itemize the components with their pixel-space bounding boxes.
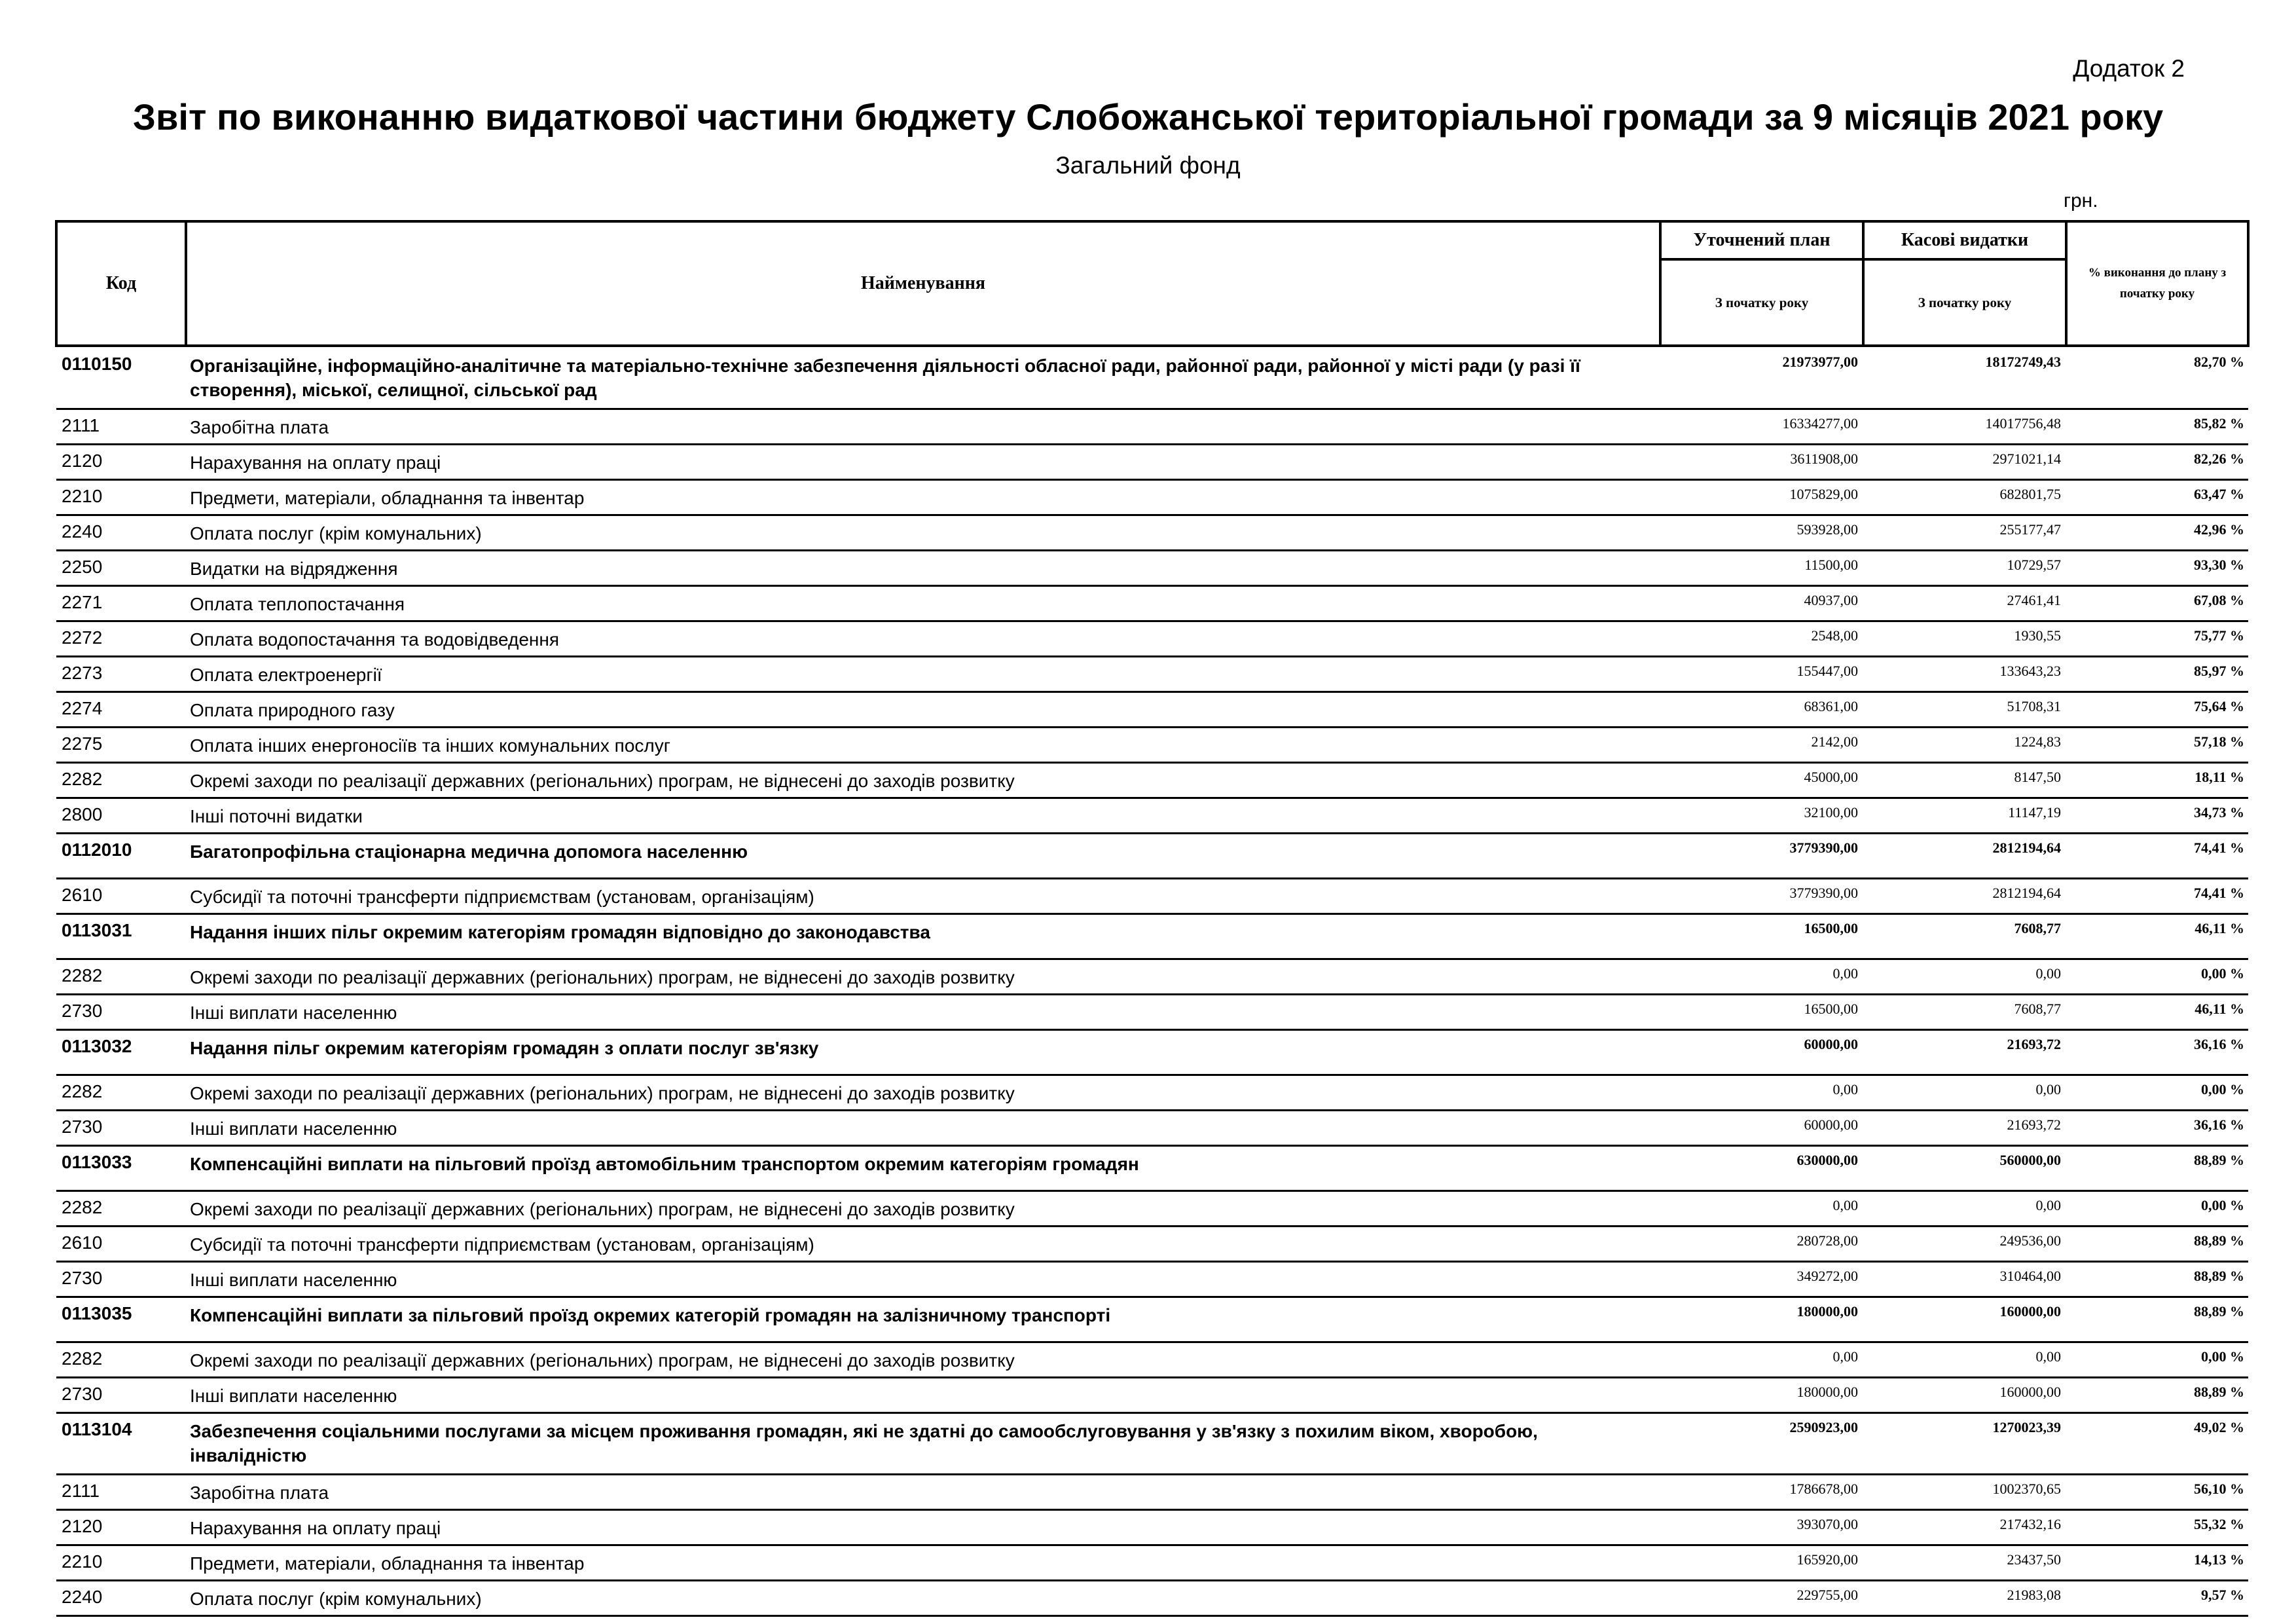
row-percent: 74,41 % [2066,834,2248,879]
col-subheader-plan: З початку року [1660,259,1863,346]
row-percent: 9,57 % [2066,1581,2248,1616]
row-plan: 2142,00 [1660,728,1863,763]
row-plan: 1786678,00 [1660,1475,1863,1510]
row-code: 2730 [56,1111,186,1146]
row-expenses: 2971021,14 [1863,445,2066,480]
row-plan: 60000,00 [1660,1030,1863,1075]
row-name: Оплата електроенергії [186,657,1660,692]
row-name: Заробітна плата [186,1475,1660,1510]
row-percent: 0,00 % [2066,1191,2248,1227]
table-row [56,1475,2248,1510]
row-plan: 280728,00 [1660,1227,1863,1262]
row-expenses: 2812194,64 [1863,834,2066,879]
row-code: 2240 [56,1581,186,1616]
row-expenses: 560000,00 [1863,1146,2066,1191]
row-name: Оплата інших енергоносіїв та інших комунальних послуг [186,728,1660,763]
row-code: 2610 [56,1227,186,1262]
table-row [56,1545,2248,1581]
row-expenses: 27461,41 [1863,586,2066,621]
row-name: Інші виплати населенню [186,1111,1660,1146]
row-expenses: 7608,77 [1863,995,2066,1030]
row-name: Окремі заходи по реалізації державних (регіональних) програм, не віднесені до заходів розвитку [186,1191,1660,1227]
row-plan: 16500,00 [1660,995,1863,1030]
row-percent: 56,10 % [2066,1475,2248,1510]
row-expenses: 0,00 [1863,1075,2066,1111]
row-code: 0113033 [56,1146,186,1191]
table-row-program [56,834,2248,879]
report-title: Звіт по виконанню видаткової частини бюджету Слобожанської територіальної громади за 9 місяців 2021 року [132,96,2164,138]
row-percent: 63,47 % [2066,480,2248,515]
row-plan: 2548,00 [1660,621,1863,657]
row-percent: 88,89 % [2066,1227,2248,1262]
row-plan: 68361,00 [1660,692,1863,728]
table-row [56,657,2248,692]
row-code: 2282 [56,1191,186,1227]
row-name: Інші виплати населенню [186,1262,1660,1297]
row-plan: 393070,00 [1660,1510,1863,1545]
row-expenses: 10729,57 [1863,551,2066,586]
row-expenses: 249536,00 [1863,1227,2066,1262]
row-name: Інші виплати населенню [186,1378,1660,1413]
table-row [56,798,2248,834]
col-header-plan: Уточнений план [1660,221,1863,259]
row-percent: 49,02 % [2066,1413,2248,1475]
row-expenses: 18172749,43 [1863,346,2066,409]
col-header-percent: % виконання до плану з початку року [2066,221,2248,346]
row-percent: 55,32 % [2066,1510,2248,1545]
table-row [56,409,2248,445]
table-row [56,1342,2248,1378]
row-name: Організаційне, інформаційно-аналітичне та матеріально-технічне забезпечення діяльності обласної ради, районної ради, районної у місті ради (у разі її створення), міської, селищної, сільської рад [186,346,1660,409]
row-expenses: 682801,75 [1863,480,2066,515]
fund-subtitle: Загальний фонд [1055,152,1241,179]
row-percent: 82,70 % [2066,346,2248,409]
row-percent: 36,16 % [2066,1030,2248,1075]
row-plan: 21973977,00 [1660,346,1863,409]
row-name: Багатопрофільна стаціонарна медична допомога населенню [186,834,1660,879]
row-code: 2730 [56,1378,186,1413]
table-row [56,1191,2248,1227]
row-code: 2240 [56,515,186,551]
row-expenses: 2812194,64 [1863,879,2066,914]
row-percent: 85,82 % [2066,409,2248,445]
row-expenses: 0,00 [1863,1342,2066,1378]
table-row [56,959,2248,995]
row-name: Забезпечення соціальними послугами за місцем проживання громадян, які не здатні до самообслуговування у зв'язку з похилим віком, хворобою, інвалідністю [186,1413,1660,1475]
row-expenses: 0,00 [1863,1191,2066,1227]
row-expenses: 217432,16 [1863,1510,2066,1545]
row-plan: 0,00 [1660,1075,1863,1111]
row-plan: 0,00 [1660,1191,1863,1227]
row-percent: 88,89 % [2066,1262,2248,1297]
row-percent: 67,08 % [2066,586,2248,621]
row-code: 2120 [56,445,186,480]
table-row-program [56,1030,2248,1075]
row-code: 2210 [56,1545,186,1581]
row-name: Видатки на відрядження [186,551,1660,586]
row-expenses: 21693,72 [1863,1030,2066,1075]
row-percent: 0,00 % [2066,959,2248,995]
row-plan: 229755,00 [1660,1581,1863,1616]
row-percent: 46,11 % [2066,995,2248,1030]
table-row [56,551,2248,586]
table-row [56,1581,2248,1616]
col-header-code: Код [56,221,186,346]
row-percent: 0,00 % [2066,1075,2248,1111]
row-percent: 74,41 % [2066,879,2248,914]
row-code: 2282 [56,1342,186,1378]
table-body [56,346,2248,1616]
row-name: Предмети, матеріали, обладнання та інвентар [186,1545,1660,1581]
row-code: 2272 [56,621,186,657]
row-code: 2120 [56,1510,186,1545]
table-row-program [56,1146,2248,1191]
row-code: 2730 [56,1262,186,1297]
row-expenses: 133643,23 [1863,657,2066,692]
row-plan: 3611908,00 [1660,445,1863,480]
row-code: 2282 [56,959,186,995]
row-plan: 16500,00 [1660,914,1863,959]
row-expenses: 160000,00 [1863,1297,2066,1342]
row-percent: 34,73 % [2066,798,2248,834]
row-percent: 14,13 % [2066,1545,2248,1581]
row-plan: 165920,00 [1660,1545,1863,1581]
row-expenses: 1224,83 [1863,728,2066,763]
row-name: Субсидії та поточні трансферти підприємствам (установам, організаціям) [186,1227,1660,1262]
row-percent: 36,16 % [2066,1111,2248,1146]
table-row [56,879,2248,914]
row-expenses: 255177,47 [1863,515,2066,551]
row-name: Нарахування на оплату праці [186,445,1660,480]
row-name: Оплата теплопостачання [186,586,1660,621]
row-name: Окремі заходи по реалізації державних (регіональних) програм, не віднесені до заходів розвитку [186,763,1660,798]
row-name: Окремі заходи по реалізації державних (регіональних) програм, не віднесені до заходів розвитку [186,1075,1660,1111]
expenditure-table [55,220,2250,1617]
row-plan: 11500,00 [1660,551,1863,586]
row-name: Оплата послуг (крім комунальних) [186,515,1660,551]
row-code: 2210 [56,480,186,515]
row-plan: 0,00 [1660,1342,1863,1378]
row-plan: 45000,00 [1660,763,1863,798]
row-expenses: 51708,31 [1863,692,2066,728]
table-row [56,621,2248,657]
row-percent: 82,26 % [2066,445,2248,480]
table-row [56,445,2248,480]
row-code: 2730 [56,995,186,1030]
row-name: Окремі заходи по реалізації державних (регіональних) програм, не віднесені до заходів розвитку [186,959,1660,995]
table-row [56,692,2248,728]
row-expenses: 160000,00 [1863,1378,2066,1413]
table-row [56,995,2248,1030]
currency-unit: грн. [2064,190,2098,212]
row-code: 2282 [56,1075,186,1111]
row-code: 2250 [56,551,186,586]
appendix-label: Додаток 2 [2073,55,2185,82]
row-percent: 88,89 % [2066,1378,2248,1413]
row-expenses: 1002370,65 [1863,1475,2066,1510]
row-plan: 40937,00 [1660,586,1863,621]
row-percent: 42,96 % [2066,515,2248,551]
row-plan: 155447,00 [1660,657,1863,692]
table-row [56,1262,2248,1297]
row-expenses: 21983,08 [1863,1581,2066,1616]
col-subheader-expenses: З початку року [1863,259,2066,346]
row-code: 2273 [56,657,186,692]
row-code: 2282 [56,763,186,798]
table-row [56,1510,2248,1545]
row-name: Надання пільг окремим категоріям громадян з оплати послуг зв'язку [186,1030,1660,1075]
row-plan: 3779390,00 [1660,879,1863,914]
table-row [56,586,2248,621]
table-row [56,515,2248,551]
row-code: 0113032 [56,1030,186,1075]
table-row [56,480,2248,515]
row-expenses: 14017756,48 [1863,409,2066,445]
row-plan: 32100,00 [1660,798,1863,834]
row-percent: 85,97 % [2066,657,2248,692]
row-percent: 88,89 % [2066,1297,2248,1342]
row-expenses: 0,00 [1863,959,2066,995]
row-code: 0113035 [56,1297,186,1342]
row-code: 2274 [56,692,186,728]
table-row [56,1227,2248,1262]
row-code: 0110150 [56,346,186,409]
row-plan: 630000,00 [1660,1146,1863,1191]
row-name: Заробітна плата [186,409,1660,445]
col-header-name: Найменування [186,221,1660,346]
table-row-program [56,346,2248,409]
table-row [56,763,2248,798]
table-row [56,1111,2248,1146]
row-expenses: 1270023,39 [1863,1413,2066,1475]
row-percent: 75,64 % [2066,692,2248,728]
row-name: Інші виплати населенню [186,995,1660,1030]
row-code: 0112010 [56,834,186,879]
row-code: 0113031 [56,914,186,959]
row-expenses: 11147,19 [1863,798,2066,834]
row-name: Субсидії та поточні трансферти підприємствам (установам, організаціям) [186,879,1660,914]
row-plan: 180000,00 [1660,1378,1863,1413]
table-row [56,1075,2248,1111]
row-name: Предмети, матеріали, обладнання та інвентар [186,480,1660,515]
row-name: Нарахування на оплату праці [186,1510,1660,1545]
row-plan: 180000,00 [1660,1297,1863,1342]
row-code: 2111 [56,1475,186,1510]
row-name: Компенсаційні виплати на пільговий проїзд автомобільним транспортом окремим категоріям громадян [186,1146,1660,1191]
row-expenses: 8147,50 [1863,763,2066,798]
row-code: 0113104 [56,1413,186,1475]
row-name: Інші поточні видатки [186,798,1660,834]
row-expenses: 7608,77 [1863,914,2066,959]
row-expenses: 1930,55 [1863,621,2066,657]
row-code: 2800 [56,798,186,834]
row-percent: 88,89 % [2066,1146,2248,1191]
row-name: Оплата послуг (крім комунальних) [186,1581,1660,1616]
row-code: 2610 [56,879,186,914]
row-code: 2271 [56,586,186,621]
table-row-program [56,1297,2248,1342]
row-plan: 593928,00 [1660,515,1863,551]
row-percent: 57,18 % [2066,728,2248,763]
row-code: 2111 [56,409,186,445]
row-percent: 18,11 % [2066,763,2248,798]
row-plan: 2590923,00 [1660,1413,1863,1475]
row-name: Надання інших пільг окремим категоріям громадян відповідно до законодавства [186,914,1660,959]
table-row [56,728,2248,763]
row-code: 2275 [56,728,186,763]
row-percent: 93,30 % [2066,551,2248,586]
row-name: Оплата водопостачання та водовідведення [186,621,1660,657]
table-row [56,1378,2248,1413]
row-expenses: 21693,72 [1863,1111,2066,1146]
row-name: Окремі заходи по реалізації державних (регіональних) програм, не віднесені до заходів розвитку [186,1342,1660,1378]
col-header-expenses: Касові видатки [1863,221,2066,259]
row-plan: 349272,00 [1660,1262,1863,1297]
table-row-program [56,1413,2248,1475]
table-row-program [56,914,2248,959]
row-percent: 75,77 % [2066,621,2248,657]
row-expenses: 23437,50 [1863,1545,2066,1581]
row-expenses: 310464,00 [1863,1262,2066,1297]
row-percent: 46,11 % [2066,914,2248,959]
row-name: Оплата природного газу [186,692,1660,728]
row-plan: 3779390,00 [1660,834,1863,879]
row-plan: 16334277,00 [1660,409,1863,445]
row-plan: 60000,00 [1660,1111,1863,1146]
row-name: Компенсаційні виплати за пільговий проїзд окремих категорій громадян на залізничному транспорті [186,1297,1660,1342]
row-plan: 0,00 [1660,959,1863,995]
row-plan: 1075829,00 [1660,480,1863,515]
row-percent: 0,00 % [2066,1342,2248,1378]
